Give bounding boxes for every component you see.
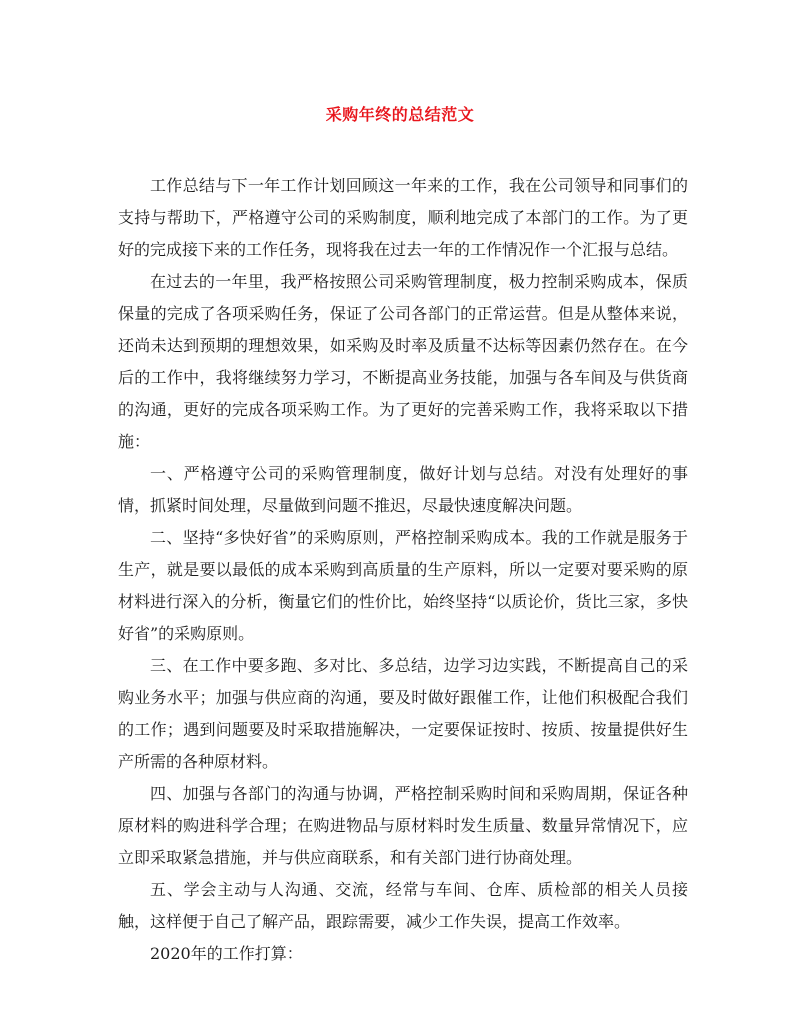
paragraph-plan-heading: 2020年的工作打算： <box>150 944 303 963</box>
paragraph-measure-5: 五、学会主动与人沟通、交流，经常与车间、仓库、质检部的相关人员接触，这样便于自己了解产品，跟踪需要，减少工作失误，提高工作效率。 <box>118 880 688 931</box>
paragraph-intro: 工作总结与下一年工作计划回顾这一年来的工作，我在公司领导和同事们的支持与帮助下，严格遵守公司的采购制度，顺利地完成了本部门的工作。为了更好的完成接下来的工作任务，现将我在过去一年的工作情况作一个汇报与总结。 <box>118 176 688 259</box>
document-body <box>118 170 688 970</box>
paragraph-measure-3: 三、在工作中要多跑、多对比、多总结，边学习边实践，不断提高自己的采购业务水平；加强与供应商的沟通，要及时做好跟催工作，让他们积极配合我们的工作；遇到问题要及时采取措施解决，一定要保证按时、按质、按量提供好生产所需的各种原材料。 <box>118 656 688 771</box>
paragraph-measure-1: 一、严格遵守公司的采购管理制度，做好计划与总结。对没有处理好的事情，抓紧时间处理，尽量做到问题不推迟，尽最快速度解决问题。 <box>118 464 688 515</box>
paragraph-measure-4: 四、加强与各部门的沟通与协调，严格控制采购时间和采购周期，保证各种原材料的购进科学合理；在购进物品与原材料时发生质量、数量异常情况下，应立即采取紧急措施，并与供应商联系，和有关部门进行协商处理。 <box>118 784 688 867</box>
paragraph-measure-2: 二、坚持“多快好省”的采购原则，严格控制采购成本。我的工作就是服务于生产，就是要以最低的成本采购到高质量的生产原料，所以一定要对要采购的原材料进行深入的分析，衡量它们的性价比，始终坚持“以质论价，货比三家，多快好省”的采购原则。 <box>118 528 688 643</box>
document-title: 采购年终的总结范文 <box>325 105 475 124</box>
paragraph-past-year: 在过去的一年里，我严格按照公司采购管理制度，极力控制采购成本，保质保量的完成了各项采购任务，保证了公司各部门的正常运营。但是从整体来说，还尚未达到预期的理想效果，如采购及时率及质量不达标等因素仍然存在。在今后的工作中，我将继续努力学习，不断提高业务技能，加强与各车间及与供货商的沟通，更好的完成各项采购工作。为了更好的完善采购工作，我将采取以下措施： <box>118 272 688 451</box>
